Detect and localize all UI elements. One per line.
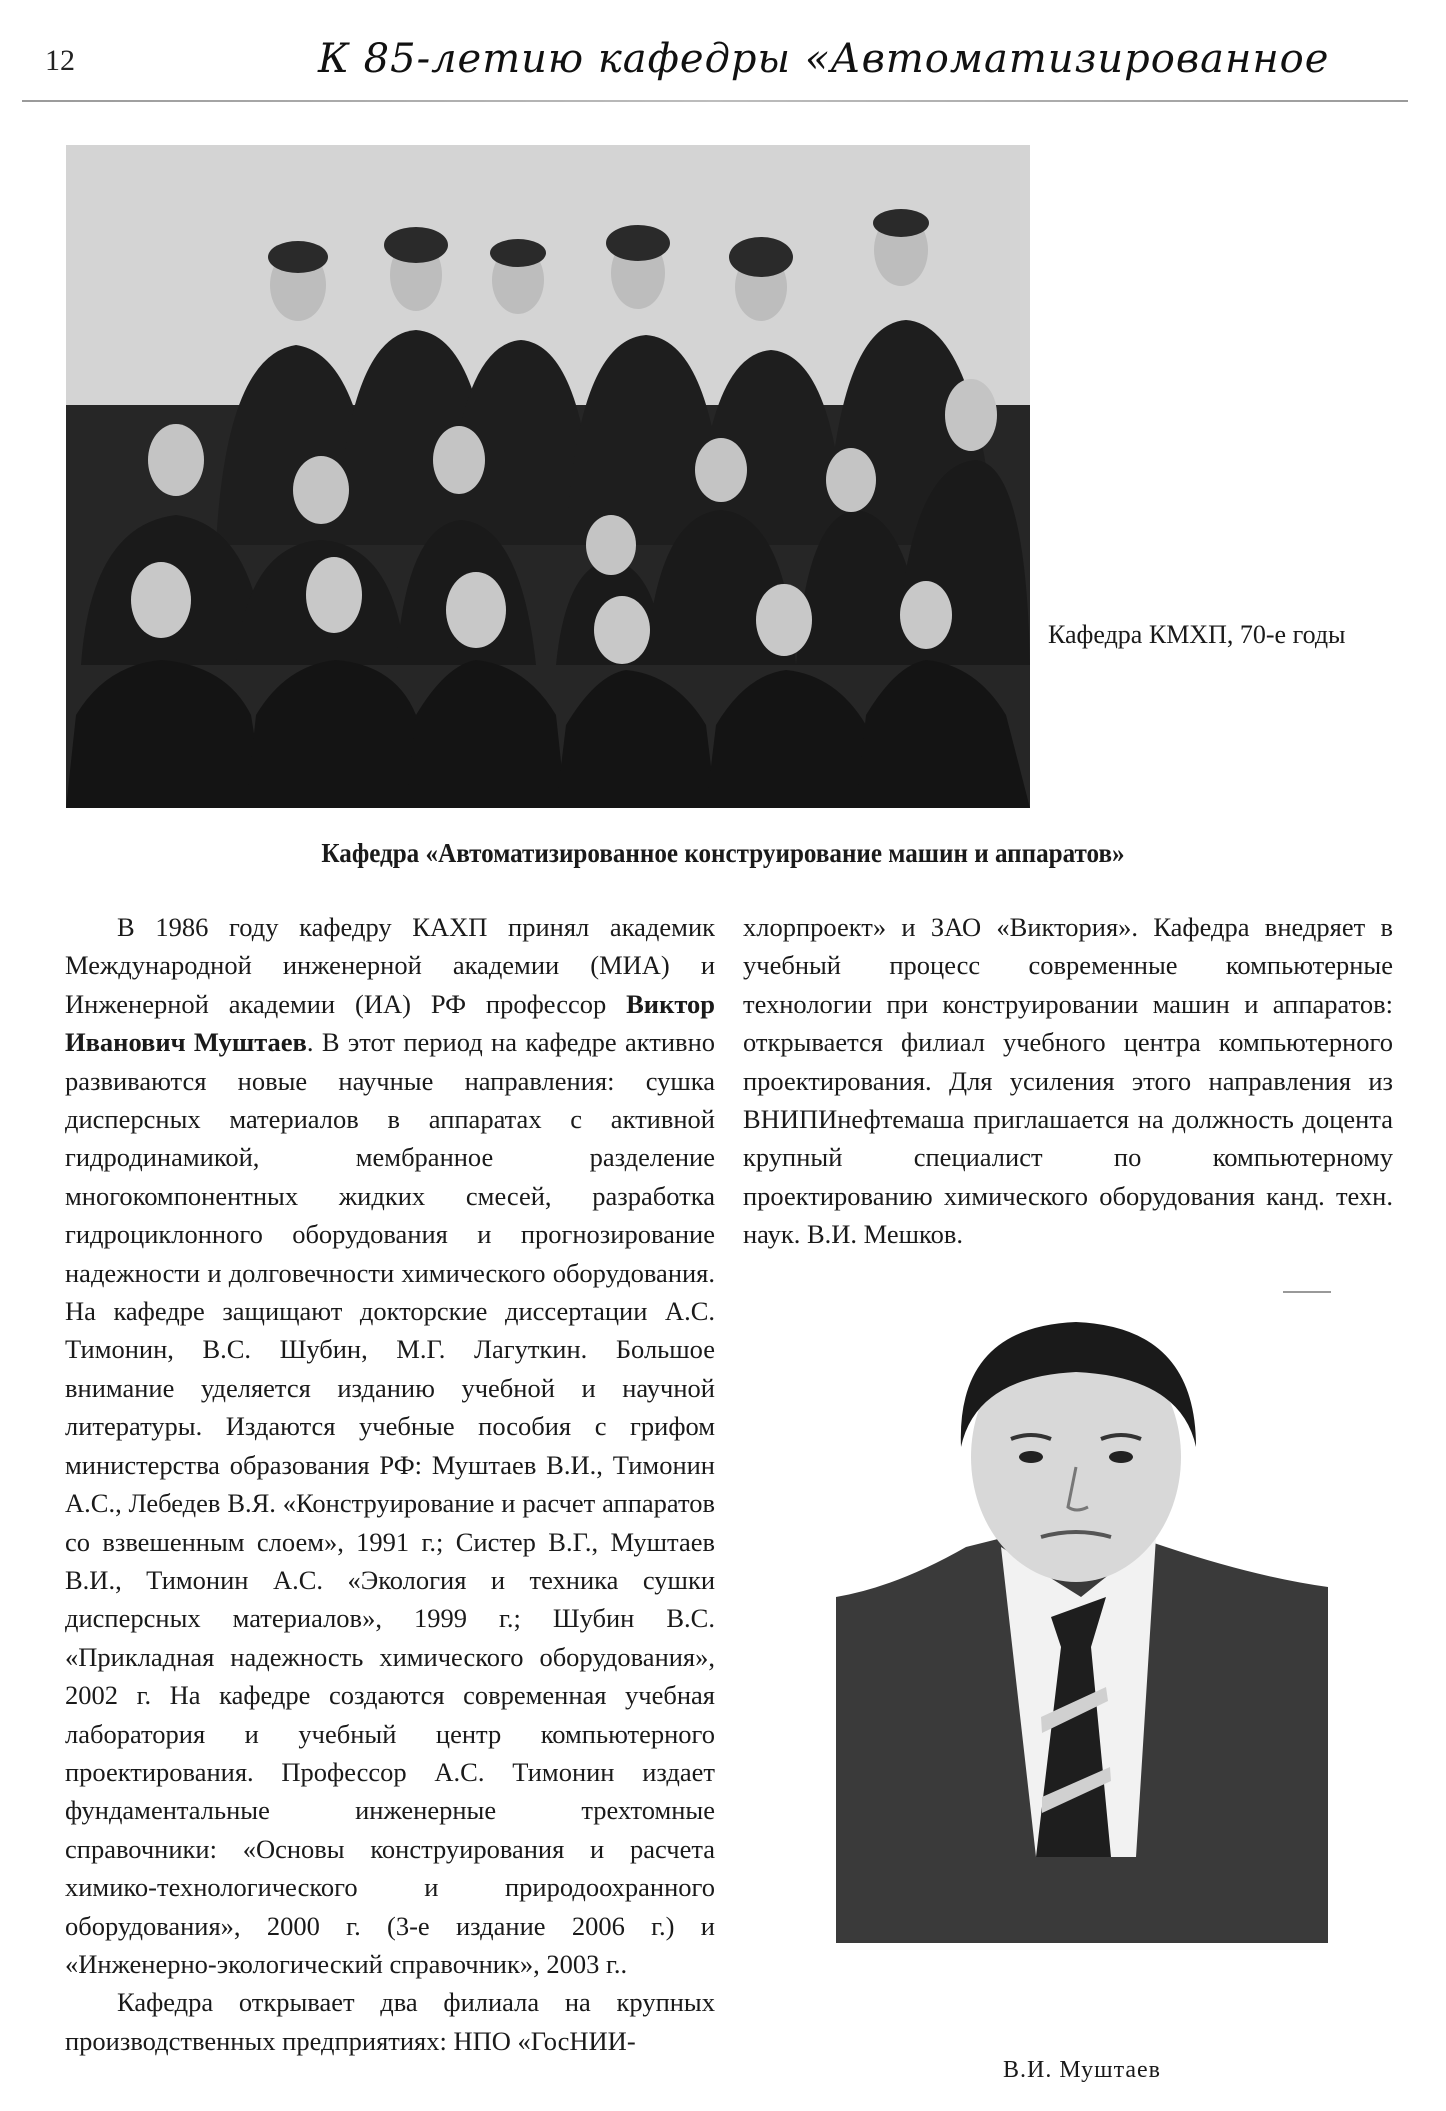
section-title: Кафедра «Автоматизированное конструирование машин и аппаратов» bbox=[321, 838, 1125, 868]
bold-name: Виктор Иванович Муштаев bbox=[65, 988, 715, 1058]
group-photo-image bbox=[66, 145, 1030, 808]
paragraph-1-rest: . В этот период на кафедре активно развиваются новые научные направления: сушка дисперсных материалов в аппаратах с активной гидродинамикой, мембранное разделение многокомпонентных жидких смесей, разработка гидроциклонного оборудования и прогнозирование надежности и долговечности химического оборудования. На кафедре защищают докторские диссертации А.С. Тимонин, В.С. Шубин, М.Г. Лагуткин. Большое внимание уделяется изданию учебной и научной литературы. Издаются учебные пособия с грифом министерства образования РФ: Муштаев В.И., Тимонин А.С., Лебедев В.Я. «Конструирование и расчет аппаратов со взвешенным слоем», 1991 г.; Систер В.Г., Муштаев В.И., Тимонин А.С. «Экология и техника сушки дисперсных материалов», 1999 г.; Шубин В.С. «Прикладная надежность химического оборудования», 2002 г. На кафедре создаются современная учебная лаборатория и учебный центр компьютерного проектирования. Профессор А.С. Тимонин издает фундаментальные инженерные трехтомные справочники: «Основы конструирования и расчета химико-технологического и природоохранного оборудования», 2000 г. (3-е издание 2006 г.) и «Инженерно-экологический справочник», 2003 г.. bbox=[65, 1027, 716, 1979]
group-photo-caption: Кафедра КМХП, 70-е годы bbox=[1048, 620, 1346, 649]
header-rule bbox=[22, 100, 1408, 102]
paragraph-1 bbox=[65, 908, 715, 1983]
portrait-caption: В.И. Муштаев bbox=[1003, 2057, 1161, 2083]
portrait-image bbox=[836, 1297, 1328, 1943]
page-number: 12 bbox=[45, 44, 75, 77]
column-right bbox=[743, 908, 1393, 1254]
paragraph-1-intro: В 1986 году кафедру КАХП принял академик Международной инженерной академии (МИА) и Инженерной академии (ИА) РФ профессор bbox=[65, 912, 715, 1019]
decorative-rule bbox=[1283, 1291, 1331, 1293]
portrait-photo bbox=[836, 1297, 1328, 1943]
paragraph-2-continued: хлорпроект» и ЗАО «Виктория». Кафедра внедряет в учебный процесс современные компьютерные технологии при конструировании машин и аппаратов: открывается филиал учебного центра компьютерного проектирования. Для усиления этого направления из ВНИПИнефтемаша приглашается на должность доцента крупный специалист по компьютерному проектированию химического оборудования канд. техн. наук. В.И. Мешков. bbox=[743, 912, 1393, 1250]
column-left bbox=[65, 908, 715, 2060]
paragraph-2-start: Кафедра открывает два филиала на крупных производственных предприятиях: НПО «ГосНИИ- bbox=[65, 1987, 715, 2056]
group-photo bbox=[66, 145, 1030, 808]
running-head: К 85-летию кафедры «Автоматизированное bbox=[318, 36, 1330, 82]
